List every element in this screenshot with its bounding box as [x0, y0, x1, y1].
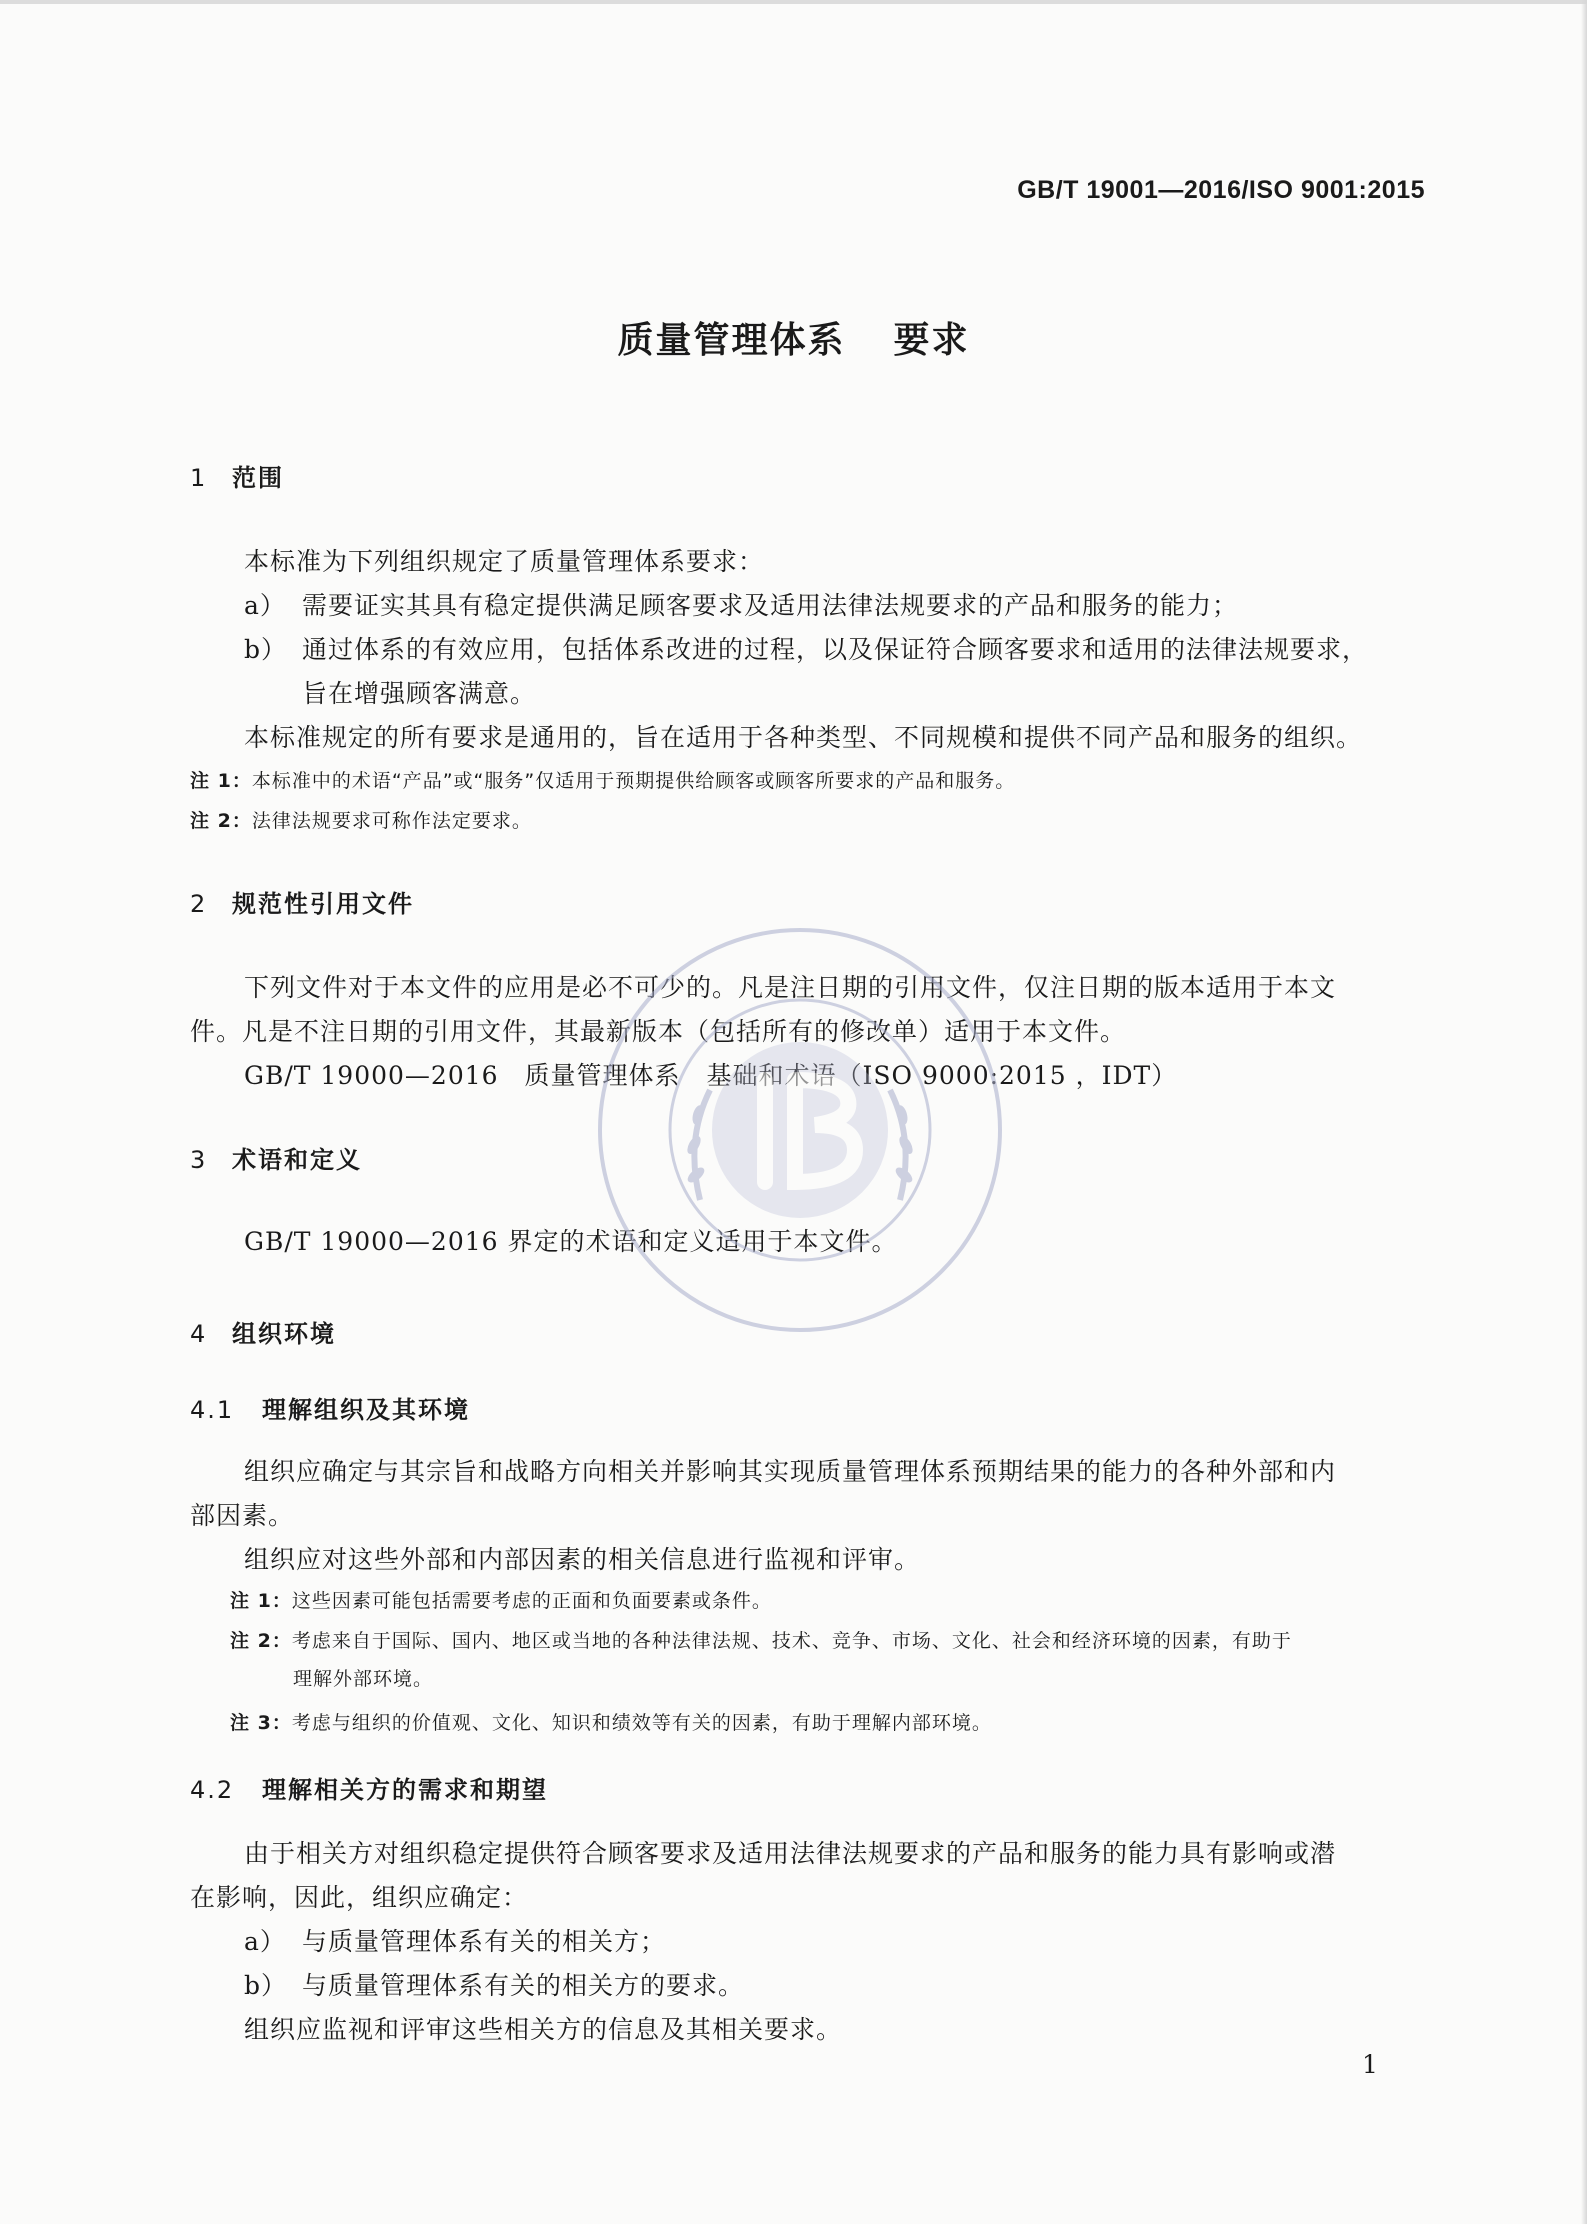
section-1-heading: 1 范围	[190, 464, 284, 492]
section-4-2-para-line2: 在影响，因此，组织应确定：	[190, 1883, 529, 1912]
scan-top-edge	[0, 0, 1587, 4]
section-2-heading: 2 规范性引用文件	[190, 890, 414, 918]
section-4-1-heading: 4.1 理解组织及其环境	[190, 1396, 470, 1424]
section-4-2-para-line1: 由于相关方对组织稳定提供符合顾客要求及适用法律法规要求的产品和服务的能力具有影响或潜	[244, 1839, 1337, 1868]
title-main: 质量管理体系	[617, 320, 846, 361]
title-sub: 要求	[893, 320, 970, 361]
section-1-item-a: a） 需要证实其具有稳定提供满足顾客要求及适用法律法规要求的产品和服务的能力；	[244, 591, 1239, 620]
section-1-closing: 本标准规定的所有要求是通用的，旨在适用于各种类型、不同规模和提供不同产品和服务的组织。	[244, 723, 1363, 752]
document-title	[0, 312, 1587, 363]
certification-stamp-icon	[590, 920, 1010, 1340]
section-3-heading: 3 术语和定义	[190, 1146, 362, 1174]
section-4-1-para-line1: 组织应确定与其宗旨和战略方向相关并影响其实现质量管理体系预期结果的能力的各种外部和内	[244, 1457, 1337, 1486]
section-4-1-note-3: 注 3：考虑与组织的价值观、文化、知识和绩效等有关的因素，有助于理解内部环境。	[230, 1712, 992, 1734]
section-1-item-b: b） 通过体系的有效应用，包括体系改进的过程，以及保证符合顾客要求和适用的法律法规要求，	[244, 635, 1369, 664]
section-1-note-2: 注 2：法律法规要求可称作法定要求。	[190, 810, 532, 832]
section-1-note-1: 注 1：本标准中的术语“产品”或“服务”仅适用于预期提供给顾客或顾客所要求的产品和服务。	[190, 770, 1016, 792]
standard-code: GB/T 19001—2016/ISO 9001:2015	[1017, 176, 1425, 204]
section-4-1-note-2-cont: 理解外部环境。	[293, 1668, 434, 1690]
section-3-para: GB/T 19000—2016 界定的术语和定义适用于本文件。	[244, 1227, 898, 1256]
section-1-item-b-cont: 旨在增强顾客满意。	[302, 679, 537, 708]
section-4-1-note-1: 注 1：这些因素可能包括需要考虑的正面和负面要素或条件。	[230, 1590, 772, 1612]
section-2-para-line2: 件。凡是不注日期的引用文件，其最新版本（包括所有的修改单）适用于本文件。	[190, 1017, 1127, 1046]
page-number: 1	[1362, 2050, 1378, 2079]
section-4-2-item-b: b） 与质量管理体系有关的相关方的要求。	[244, 1971, 745, 2000]
section-4-2-heading: 4.2 理解相关方的需求和期望	[190, 1776, 548, 1804]
section-4-heading: 4 组织环境	[190, 1320, 336, 1348]
section-1-intro: 本标准为下列组织规定了质量管理体系要求：	[244, 547, 765, 576]
section-4-1-para-line2: 部因素。	[190, 1501, 295, 1530]
section-2-para-line1: 下列文件对于本文件的应用是必不可少的。凡是注日期的引用文件，仅注日期的版本适用于本文	[244, 973, 1337, 1002]
section-4-1-note-2: 注 2：考虑来自于国际、国内、地区或当地的各种法律法规、技术、竞争、市场、文化、社会和经济环境的因素，有助于	[230, 1630, 1292, 1652]
section-4-2-item-a: a） 与质量管理体系有关的相关方；	[244, 1927, 667, 1956]
section-2-reference: GB/T 19000—2016 质量管理体系 基础和术语（ISO 9000:2015 ，IDT）	[244, 1061, 1178, 1090]
section-4-2-closing: 组织应监视和评审这些相关方的信息及其相关要求。	[244, 2015, 843, 2044]
section-4-1-para2: 组织应对这些外部和内部因素的相关信息进行监视和评审。	[244, 1545, 921, 1574]
